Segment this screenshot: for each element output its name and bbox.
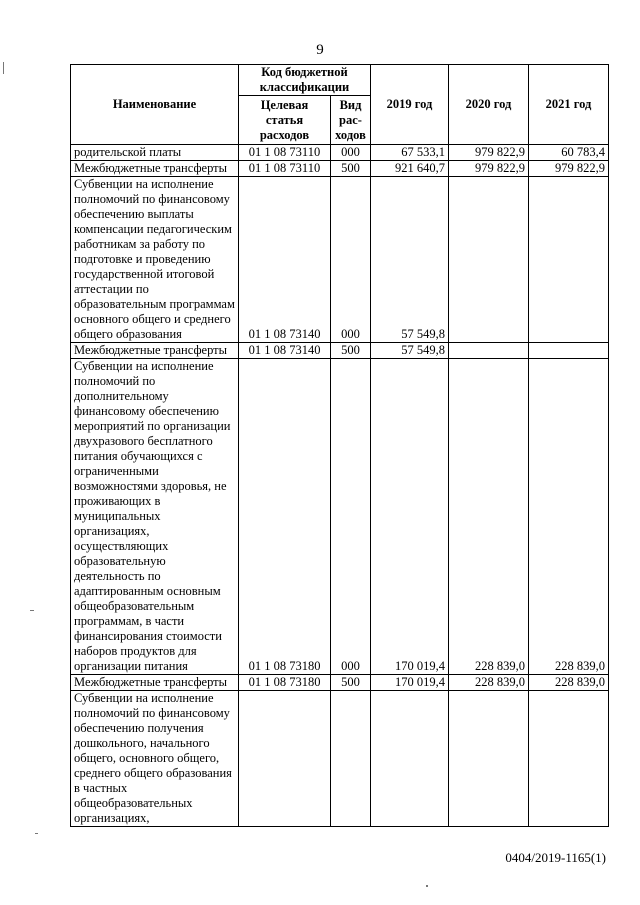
row-2019: 170 019,4 xyxy=(371,359,449,675)
table-row xyxy=(71,343,609,359)
row-2019: 57 549,8 xyxy=(371,343,449,359)
scan-mark xyxy=(3,62,4,74)
table-row xyxy=(71,161,609,177)
row-kind: 000 xyxy=(331,359,371,675)
header-2020: 2020 год xyxy=(449,65,529,145)
row-2021 xyxy=(529,343,609,359)
header-target: Целевая статья расходов xyxy=(239,96,331,145)
row-name: Субвенции на исполнение полномочий по финансовому обеспечению получения дошкольного, начального общего, основного общего, среднего общего образования в частных общеобразовательных организациях, xyxy=(71,691,239,827)
row-target: 01 1 08 73180 xyxy=(239,675,331,691)
row-2020 xyxy=(449,177,529,343)
row-2021: 979 822,9 xyxy=(529,161,609,177)
row-name: Субвенции на исполнение полномочий по финансовому обеспечению выплаты компенсации педагогическим работникам за работу по подготовке и проведению государственной итоговой аттестации по образовательным программам основного общего и среднего общего образования xyxy=(71,177,239,343)
row-target: 01 1 08 73180 xyxy=(239,359,331,675)
row-2019: 170 019,4 xyxy=(371,675,449,691)
row-name: Субвенции на исполнение полномочий по дополнительному финансовому обеспечению мероприятий по организации двухразового бесплатного питания обучающихся с ограниченными возможностями здоровья, не проживающих в муниципальных организациях, осуществляющих образовательную деятельность по адаптированным основным общеобразовательным программам, в части финансирования стоимости наборов продуктов для организации питания xyxy=(71,359,239,675)
row-2020: 228 839,0 xyxy=(449,359,529,675)
row-target: 01 1 08 73110 xyxy=(239,145,331,161)
row-name: Межбюджетные трансферты xyxy=(71,675,239,691)
row-kind xyxy=(331,691,371,827)
table-row xyxy=(71,691,609,827)
row-target: 01 1 08 73110 xyxy=(239,161,331,177)
row-2021: 228 839,0 xyxy=(529,675,609,691)
budget-table xyxy=(70,64,609,827)
row-target: 01 1 08 73140 xyxy=(239,343,331,359)
row-2020 xyxy=(449,691,529,827)
row-2019: 921 640,7 xyxy=(371,161,449,177)
row-kind: 500 xyxy=(331,343,371,359)
row-kind: 500 xyxy=(331,161,371,177)
row-name: Межбюджетные трансферты xyxy=(71,343,239,359)
row-name: Межбюджетные трансферты xyxy=(71,161,239,177)
table-row xyxy=(71,177,609,343)
table-row xyxy=(71,145,609,161)
row-name: родительской платы xyxy=(71,145,239,161)
row-2021: 228 839,0 xyxy=(529,359,609,675)
header-2019: 2019 год xyxy=(371,65,449,145)
table-row xyxy=(71,675,609,691)
row-kind: 500 xyxy=(331,675,371,691)
row-2020: 228 839,0 xyxy=(449,675,529,691)
page-number: 9 xyxy=(316,42,324,58)
row-kind: 000 xyxy=(331,177,371,343)
row-2020: 979 822,9 xyxy=(449,145,529,161)
row-2021 xyxy=(529,691,609,827)
row-2019: 57 549,8 xyxy=(371,177,449,343)
row-target: 01 1 08 73140 xyxy=(239,177,331,343)
header-kind: Вид рас-ходов xyxy=(331,96,371,145)
scan-mark xyxy=(35,833,38,834)
header-code-group: Код бюджетной классификации xyxy=(239,65,371,96)
header-name: Наименование xyxy=(71,65,239,145)
table-row xyxy=(71,359,609,675)
scan-mark xyxy=(30,610,34,611)
row-2021 xyxy=(529,177,609,343)
row-kind: 000 xyxy=(331,145,371,161)
row-2019 xyxy=(371,691,449,827)
row-2020 xyxy=(449,343,529,359)
row-target xyxy=(239,691,331,827)
header-2021: 2021 год xyxy=(529,65,609,145)
row-2019: 67 533,1 xyxy=(371,145,449,161)
row-2020: 979 822,9 xyxy=(449,161,529,177)
document-code: 0404/2019-1165(1) xyxy=(505,850,606,865)
row-2021: 60 783,4 xyxy=(529,145,609,161)
scan-mark xyxy=(426,885,428,887)
